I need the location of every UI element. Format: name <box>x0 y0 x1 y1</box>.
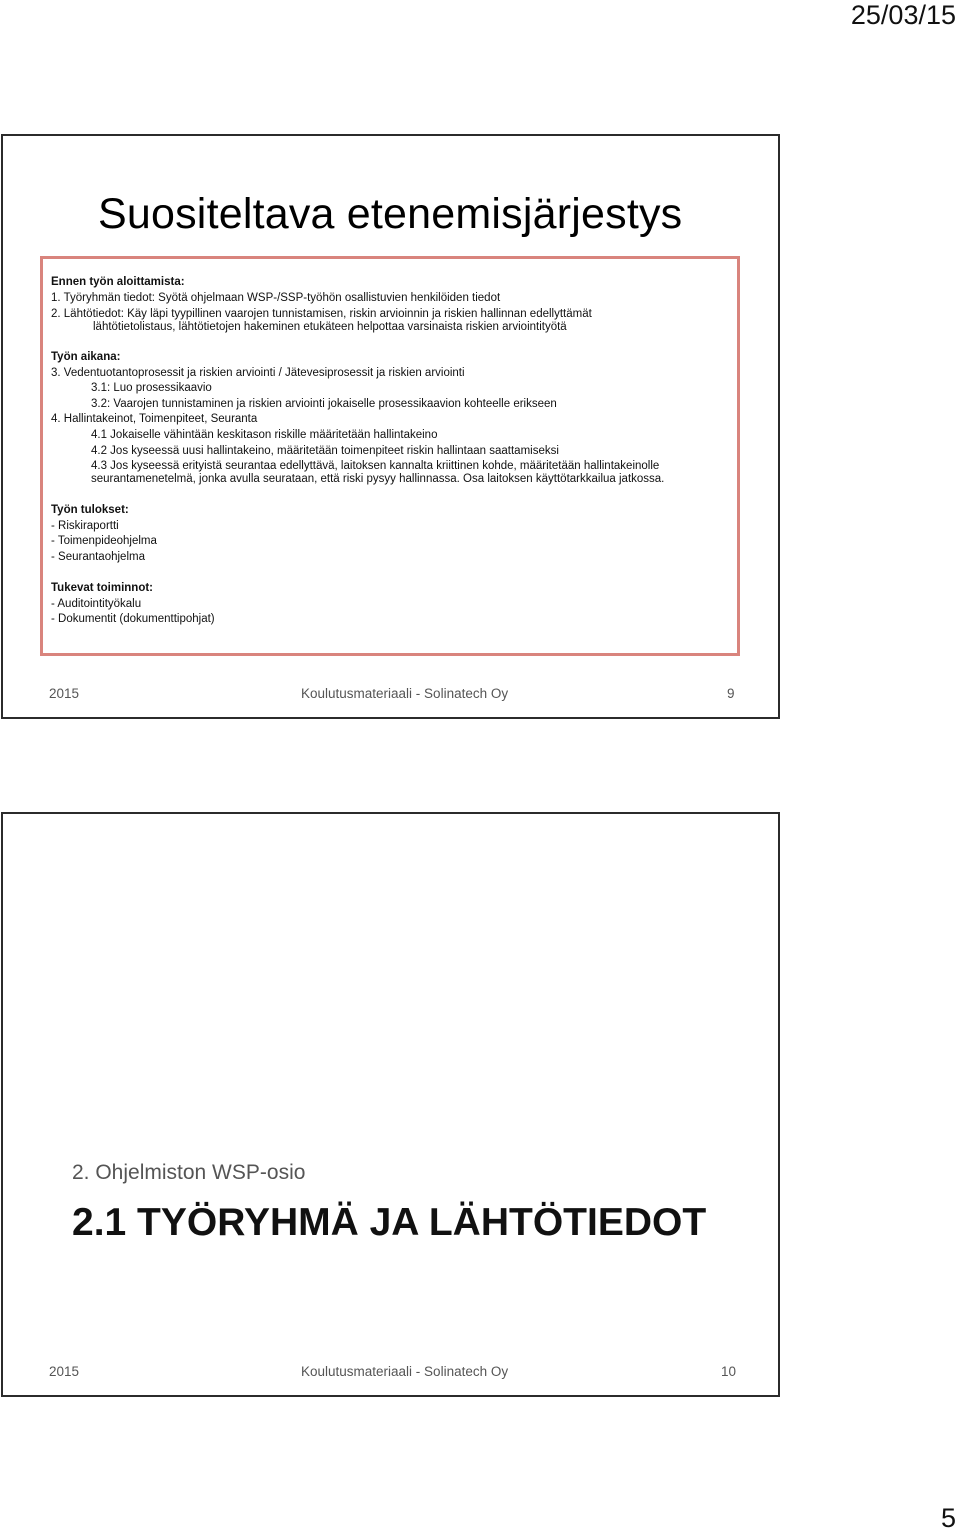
list-item: 3.1: Luo prosessikaavio <box>91 382 212 394</box>
footer-source: Koulutusmateriaali - Solinatech Oy <box>301 1364 509 1379</box>
list-item: 4.1 Jokaiselle vähintään keskitason riskille määritetään hallintakeino <box>91 429 438 441</box>
section-heading-before: Ennen työn aloittamista: <box>51 276 185 288</box>
list-item: 2. Lähtötiedot: Käy läpi tyypillinen vaarojen tunnistamisen, riskin arvioinnin ja riskien hallinnan edellyttämät <box>51 308 592 320</box>
section-heading-during: Työn aikana: <box>51 351 121 363</box>
footer-year: 2015 <box>49 686 80 701</box>
list-item: - Seurantaohjelma <box>51 551 145 563</box>
footer-source: Koulutusmateriaali - Solinatech Oy <box>301 686 509 701</box>
slide-number: 10 <box>721 1364 737 1379</box>
list-item: 4.3 Jos kyseessä erityistä seurantaa edellyttävä, laitoksen kannalta kriittinen kohde, määritetään hallintakeinolle <box>91 460 660 472</box>
section-heading-support: Tukevat toiminnot: <box>51 582 154 594</box>
page-number: 5 <box>940 1503 956 1533</box>
slide-10 <box>1 812 780 1397</box>
slide-number: 9 <box>727 686 735 701</box>
list-item: 3.2: Vaarojen tunnistaminen ja riskien arviointi jokaiselle prosessikaavion kohteelle erikseen <box>91 398 557 410</box>
list-item: - Toimenpideohjelma <box>51 535 157 547</box>
document-date: 25/03/15 <box>850 0 956 30</box>
list-item: 4. Hallintakeinot, Toimenpiteet, Seuranta <box>51 413 258 425</box>
footer-year: 2015 <box>49 1364 80 1379</box>
slide-title: Suositeltava etenemisjärjestys <box>98 190 683 238</box>
list-item: 3. Vedentuotantoprosessit ja riskien arviointi / Jätevesiprosessit ja riskien arviointi <box>51 367 465 379</box>
slide-subtitle: 2. Ohjelmiston WSP-osio <box>72 1161 306 1184</box>
slide-title: 2.1 TYÖRYHMÄ JA LÄHTÖTIEDOT <box>72 1201 707 1244</box>
list-item: - Riskiraportti <box>51 520 119 532</box>
slide-9 <box>1 134 780 719</box>
list-item: - Auditointityökalu <box>51 598 142 610</box>
list-item: 1. Työryhmän tiedot: Syötä ohjelmaan WSP-/SSP-työhön osallistuvien henkilöiden tiedot <box>51 292 501 304</box>
section-heading-results: Työn tulokset: <box>51 504 129 516</box>
content-box <box>40 256 740 656</box>
list-item: - Dokumentit (dokumenttipohjat) <box>51 613 215 625</box>
list-item: seurantamenetelmä, jonka avulla seurataan, että riski pysyy hallinnassa. Osa laitoksen käyttötarkkailua jatkossa. <box>91 473 665 485</box>
list-item: lähtötietolistaus, lähtötietojen hakeminen etukäteen helpottaa varsinaista riskien arviointityötä <box>93 321 567 333</box>
list-item: 4.2 Jos kyseessä uusi hallintakeino, määritetään toimenpiteet riskin hallintaan saattamiseksi <box>91 445 559 457</box>
